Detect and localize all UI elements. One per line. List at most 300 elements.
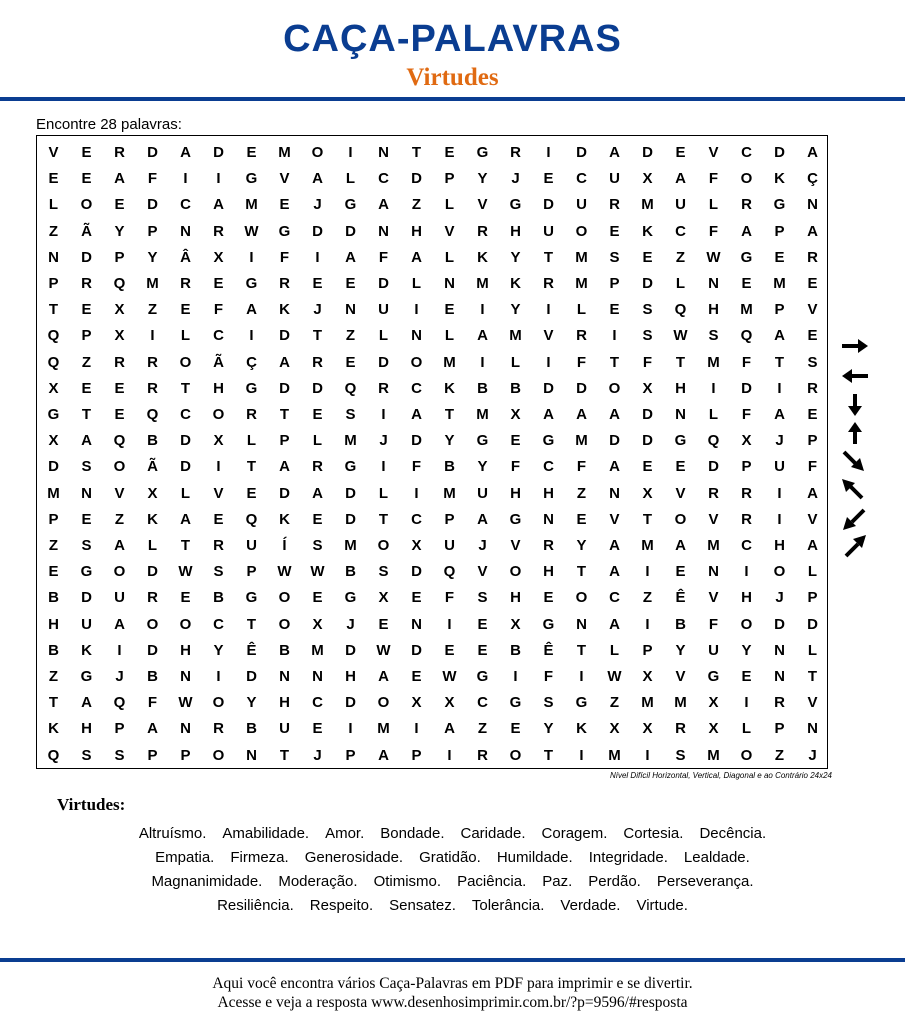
grid-cell: E <box>345 275 356 292</box>
grid-cell: O <box>113 458 126 476</box>
grid-cell: Â <box>180 248 191 266</box>
grid-cell: J <box>115 668 124 685</box>
grid-cell: H <box>708 301 719 319</box>
grid-cell: Z <box>81 353 92 371</box>
grid-cell: P <box>147 746 158 764</box>
grid-cell: S <box>81 537 92 554</box>
grid-cell: E <box>114 406 125 423</box>
grid-cell: F <box>576 458 587 476</box>
word-list-item: Decência. <box>699 825 767 842</box>
grid-cell: S <box>642 327 653 345</box>
grid-cell: P <box>444 510 455 528</box>
grid-cell: F <box>279 248 290 266</box>
word-list-item: Altruísmo. <box>138 825 207 842</box>
grid-cell: E <box>741 668 752 685</box>
grid-cell: G <box>740 248 753 266</box>
grid-cell: L <box>345 170 356 188</box>
grid-cell: M <box>311 641 324 659</box>
grid-cell: L <box>180 484 191 502</box>
grid-cell: X <box>114 301 125 319</box>
grid-cell: Z <box>675 248 686 266</box>
grid-cell: I <box>249 327 254 345</box>
grid-cell: E <box>477 641 488 659</box>
grid-cell: A <box>180 510 191 528</box>
grid-cell: L <box>378 484 389 502</box>
grid-cell: V <box>807 510 818 528</box>
word-list-item: Bondade. <box>380 825 445 842</box>
grid-cell: X <box>642 170 653 188</box>
grid-cell: E <box>411 589 422 607</box>
grid-cell: D <box>642 144 653 161</box>
grid-cell: V <box>510 537 521 554</box>
grid-cell: S <box>114 746 125 764</box>
grid-cell: R <box>609 196 620 214</box>
grid-cell: Í <box>282 537 287 554</box>
grid-cell: J <box>775 432 784 450</box>
grid-cell: N <box>411 615 422 633</box>
grid-cell: I <box>150 327 155 345</box>
grid-cell: J <box>313 301 322 319</box>
grid-cell: E <box>741 275 752 292</box>
grid-cell: O <box>509 746 522 764</box>
grid-cell: P <box>609 275 620 292</box>
grid-cell: Ê <box>675 589 686 607</box>
grid-cell: K <box>576 720 587 738</box>
word-list-item: Caridade. <box>460 825 526 842</box>
grid-cell: H <box>345 668 356 685</box>
grid-cell: A <box>807 144 818 161</box>
grid-cell: E <box>642 458 653 476</box>
word-list-line <box>40 846 865 870</box>
grid-cell: E <box>543 170 554 188</box>
grid-cell: D <box>642 432 653 450</box>
grid-cell: I <box>645 563 650 581</box>
grid-cell: H <box>411 222 422 240</box>
page-subtitle: Virtudes <box>406 64 499 91</box>
grid-cell: D <box>345 641 356 659</box>
grid-cell: I <box>744 694 749 712</box>
word-list-item: Integridade. <box>588 849 668 866</box>
grid-cell: N <box>180 720 191 738</box>
grid-cell: A <box>774 327 785 345</box>
grid-cell: E <box>807 406 818 423</box>
grid-cell: A <box>279 353 290 371</box>
grid-cell: D <box>279 484 290 502</box>
footer-line-2: Acesse e veja a resposta www.desenhosimprimir.com.br/?p=9596/#resposta <box>217 994 688 1011</box>
grid-cell: W <box>376 641 391 659</box>
grid-cell: M <box>443 484 456 502</box>
grid-cell: T <box>312 327 323 345</box>
grid-cell: D <box>642 406 653 423</box>
grid-cell: A <box>609 563 620 581</box>
grid-cell: T <box>180 379 191 397</box>
grid-cell: E <box>48 563 59 581</box>
grid-cell: N <box>774 641 785 659</box>
grid-cell: O <box>113 563 126 581</box>
grid-cell: L <box>180 327 191 345</box>
grid-cell: I <box>249 248 254 266</box>
grid-cell: L <box>48 196 59 214</box>
grid-cell: N <box>180 668 191 685</box>
word-list-line <box>40 822 865 846</box>
grid-cell: E <box>675 144 686 161</box>
grid-cell: Z <box>345 327 356 345</box>
grid-cell: R <box>741 196 752 214</box>
grid-cell: T <box>675 353 686 371</box>
grid-cell: E <box>444 144 455 161</box>
grid-cell: O <box>212 746 225 764</box>
grid-cell: Q <box>443 563 456 581</box>
grid-cell: A <box>180 144 191 161</box>
grid-cell: A <box>609 615 620 633</box>
grid-cell: T <box>576 641 587 659</box>
grid-cell: Q <box>113 275 126 292</box>
grid-cell: P <box>807 589 818 607</box>
grid-cell: M <box>509 327 522 345</box>
grid-cell: B <box>213 589 224 607</box>
grid-cell: B <box>246 720 257 738</box>
grid-cell: Z <box>411 196 422 214</box>
difficulty-note: Nível Difícil Horizontal, Vertical, Diagonal e ao Contrário 24x24 <box>609 771 832 780</box>
grid-cell: A <box>576 406 587 423</box>
grid-cell: O <box>212 406 225 423</box>
grid-cell: P <box>246 563 257 581</box>
grid-cell: Z <box>477 720 488 738</box>
grid-cell: G <box>344 196 357 214</box>
grid-cell: U <box>81 615 92 633</box>
grid-cell: Q <box>47 327 60 345</box>
grid-cell: M <box>575 275 588 292</box>
grid-cell: E <box>246 484 257 502</box>
grid-cell: E <box>81 379 92 397</box>
grid-cell: M <box>575 432 588 450</box>
grid-cell: Q <box>113 432 126 450</box>
grid-cell: T <box>609 353 620 371</box>
grid-cell: I <box>546 301 551 319</box>
grid-cell: S <box>213 563 224 581</box>
grid-cell: P <box>81 327 92 345</box>
grid-cell: C <box>675 222 686 240</box>
grid-cell: I <box>513 668 518 685</box>
grid-cell: M <box>476 406 489 423</box>
grid-cell: R <box>114 144 125 161</box>
grid-cell: I <box>777 510 782 528</box>
word-list-item: Perdão. <box>588 873 641 890</box>
grid-cell: L <box>609 641 620 659</box>
grid-cell: N <box>312 668 323 685</box>
grid-cell: I <box>216 458 221 476</box>
grid-cell: Ã <box>213 353 224 371</box>
grid-cell: A <box>477 510 488 528</box>
grid-cell: R <box>807 248 818 266</box>
grid-cell: V <box>708 510 719 528</box>
arrow-down-right-icon <box>844 452 864 471</box>
grid-cell: K <box>81 641 92 659</box>
grid-cell: K <box>48 720 59 738</box>
grid-cell: N <box>675 406 686 423</box>
grid-cell: I <box>216 170 221 188</box>
grid-cell: M <box>608 746 621 764</box>
grid-cell: M <box>707 353 720 371</box>
grid-cell: O <box>740 170 753 188</box>
grid-cell: I <box>777 484 782 502</box>
grid-cell: X <box>510 615 521 633</box>
grid-cell: A <box>774 406 785 423</box>
grid-cell: A <box>378 668 389 685</box>
grid-cell: C <box>378 170 389 188</box>
grid-cell: W <box>706 248 721 266</box>
grid-cell: D <box>411 170 422 188</box>
grid-cell: I <box>579 668 584 685</box>
grid-cell: N <box>444 275 455 292</box>
direction-legend <box>836 334 876 574</box>
grid-cell: R <box>774 694 785 712</box>
grid-cell: D <box>180 458 191 476</box>
grid-cell: S <box>312 537 323 554</box>
grid-cell: Ê <box>246 641 257 659</box>
grid-cell: G <box>245 275 258 292</box>
grid-cell: E <box>312 589 323 607</box>
grid-cell: V <box>675 484 686 502</box>
grid-cell: H <box>48 615 59 633</box>
grid-cell: V <box>807 301 818 319</box>
grid-cell: L <box>708 196 719 214</box>
grid-cell: X <box>708 694 719 712</box>
grid-cell: R <box>312 458 323 476</box>
grid-cell: F <box>147 170 158 188</box>
grid-cell: X <box>48 379 59 397</box>
grid-cell: X <box>48 432 59 450</box>
grid-cell: X <box>213 248 224 266</box>
grid-cell: T <box>576 563 587 581</box>
grid-cell: W <box>607 668 622 685</box>
grid-cell: G <box>47 406 60 423</box>
word-list-line <box>40 894 865 918</box>
grid-cell: S <box>378 563 389 581</box>
grid-cell: E <box>81 170 92 188</box>
grid-cell: I <box>381 458 386 476</box>
grid-cell: I <box>447 615 452 633</box>
grid-cell: T <box>279 746 290 764</box>
grid-cell: Y <box>114 222 125 240</box>
arrow-down-icon <box>848 394 862 416</box>
grid-cell: D <box>312 379 323 397</box>
grid-cell: D <box>609 432 620 450</box>
grid-cell: J <box>379 432 388 450</box>
grid-cell: Z <box>48 222 59 240</box>
grid-cell: B <box>510 379 521 397</box>
grid-cell: E <box>345 353 356 371</box>
grid-cell: V <box>609 510 620 528</box>
grid-cell: X <box>213 432 224 450</box>
grid-cell: K <box>774 170 785 188</box>
grid-cell: A <box>741 222 752 240</box>
grid-cell: X <box>411 694 422 712</box>
grid-cell: S <box>477 589 488 607</box>
grid-cell: G <box>773 196 786 214</box>
grid-cell: L <box>807 563 818 581</box>
grid-cell: H <box>543 484 554 502</box>
word-list-item: Sensatez. <box>389 897 456 914</box>
word-list-line <box>40 870 865 894</box>
word-list-item: Resiliência. <box>217 897 294 914</box>
grid-cell: D <box>246 668 257 685</box>
grid-cell: O <box>674 510 687 528</box>
grid-cell: G <box>80 563 93 581</box>
word-list-item: Generosidade. <box>304 849 404 866</box>
grid-cell: F <box>642 353 653 371</box>
grid-cell: G <box>509 196 522 214</box>
grid-cell: X <box>411 537 422 554</box>
grid-cell: I <box>183 170 188 188</box>
grid-cell: D <box>576 379 587 397</box>
grid-cell: T <box>774 353 785 371</box>
grid-cell: R <box>477 746 488 764</box>
grid-cell: L <box>576 301 587 319</box>
grid-cell: P <box>642 641 653 659</box>
grid-cell: D <box>345 484 356 502</box>
grid-cell: V <box>444 222 455 240</box>
grid-cell: O <box>179 615 192 633</box>
grid-cell: T <box>48 301 59 319</box>
grid-cell: H <box>774 537 785 554</box>
grid-cell: O <box>146 615 159 633</box>
grid-cell: Y <box>510 301 521 319</box>
grid-cell: O <box>608 379 621 397</box>
word-list-item: Verdade. <box>560 897 621 914</box>
grid-cell: E <box>576 510 587 528</box>
grid-cell: D <box>411 563 422 581</box>
grid-cell: A <box>345 248 356 266</box>
grid-cell: F <box>213 301 224 319</box>
grid-cell: K <box>444 379 455 397</box>
grid-cell: M <box>344 432 357 450</box>
grid-cell: R <box>675 720 686 738</box>
grid-cell: S <box>543 694 554 712</box>
grid-cell: A <box>675 170 686 188</box>
grid-cell: I <box>348 144 353 161</box>
grid-cell: L <box>246 432 257 450</box>
grid-cell: F <box>378 248 389 266</box>
grid-cell: R <box>510 144 521 161</box>
word-list-item: Firmeza. <box>230 849 289 866</box>
grid-cell: C <box>180 196 191 214</box>
grid-cell: N <box>246 746 257 764</box>
grid-cell: E <box>642 248 653 266</box>
grid-cell: A <box>609 537 620 554</box>
grid-cell: Y <box>675 641 686 659</box>
grid-cell: Ç <box>807 170 818 188</box>
grid-cell: P <box>411 746 422 764</box>
grid-cell: R <box>378 379 389 397</box>
grid-cell: X <box>642 720 653 738</box>
grid-cell: A <box>279 458 290 476</box>
grid-cell: O <box>311 144 324 161</box>
grid-cell: X <box>378 589 389 607</box>
grid-cell: V <box>213 484 224 502</box>
grid-cell: Y <box>246 694 257 712</box>
grid-cell: B <box>147 668 158 685</box>
grid-cell: E <box>279 196 290 214</box>
grid-cell: E <box>543 589 554 607</box>
grid-cell: C <box>213 615 224 633</box>
grid-cell: D <box>378 275 389 292</box>
grid-cell: W <box>178 694 193 712</box>
grid-cell: K <box>147 510 158 528</box>
grid-cell: A <box>114 170 125 188</box>
grid-cell: A <box>114 615 125 633</box>
word-list-item: Moderação. <box>278 873 358 890</box>
grid-cell: N <box>543 510 554 528</box>
word-list-item: Otimismo. <box>373 873 442 890</box>
word-list-item: Lealdade. <box>683 849 750 866</box>
grid-cell: O <box>377 694 390 712</box>
grid-cell: V <box>114 484 125 502</box>
grid-cell: J <box>313 746 322 764</box>
grid-cell: R <box>213 222 224 240</box>
grid-cell: Q <box>146 406 159 423</box>
grid-cell: J <box>346 615 355 633</box>
grid-cell: E <box>774 248 785 266</box>
grid-cell: A <box>378 196 389 214</box>
grid-cell: O <box>575 589 588 607</box>
grid-cell: A <box>213 196 224 214</box>
grid-cell: I <box>480 353 485 371</box>
grid-cell: E <box>675 563 686 581</box>
grid-cell: A <box>609 144 620 161</box>
grid-cell: M <box>575 248 588 266</box>
grid-cell: K <box>642 222 653 240</box>
grid-cell: E <box>675 458 686 476</box>
grid-cell: D <box>708 458 719 476</box>
grid-cell: I <box>711 379 716 397</box>
grid-cell: A <box>807 537 818 554</box>
grid-cell: E <box>609 301 620 319</box>
grid-cell: O <box>773 563 786 581</box>
grid-cell: I <box>612 327 617 345</box>
footer-line-1: Aqui você encontra vários Caça-Palavras em PDF para imprimir e se divertir. <box>212 975 693 992</box>
grid-cell: E <box>180 301 191 319</box>
grid-cell: Q <box>47 746 60 764</box>
grid-cell: F <box>510 458 521 476</box>
arrow-right-icon <box>842 339 868 353</box>
grid-cell: D <box>774 144 785 161</box>
grid-cell: Z <box>147 301 158 319</box>
grid-cell: T <box>411 144 422 161</box>
grid-cell: F <box>147 694 158 712</box>
grid-cell: M <box>278 144 291 161</box>
grid-cell: C <box>609 589 620 607</box>
grid-cell: B <box>279 641 290 659</box>
grid-cell: Q <box>47 353 60 371</box>
grid-cell: I <box>117 641 122 659</box>
page-title: CAÇA-PALAVRAS <box>283 18 622 60</box>
grid-cell: N <box>345 301 356 319</box>
grid-cell: T <box>246 615 257 633</box>
grid-cell: I <box>447 746 452 764</box>
grid-cell: F <box>411 458 422 476</box>
grid-cell: L <box>675 275 686 292</box>
grid-cell: T <box>48 694 59 712</box>
grid-cell: X <box>312 615 323 633</box>
grid-cell: A <box>246 301 257 319</box>
grid-cell: M <box>641 196 654 214</box>
grid-cell: E <box>807 327 818 345</box>
grid-cell: T <box>279 406 290 423</box>
grid-cell: E <box>609 222 620 240</box>
grid-cell: A <box>114 537 125 554</box>
grid-cell: S <box>675 746 686 764</box>
